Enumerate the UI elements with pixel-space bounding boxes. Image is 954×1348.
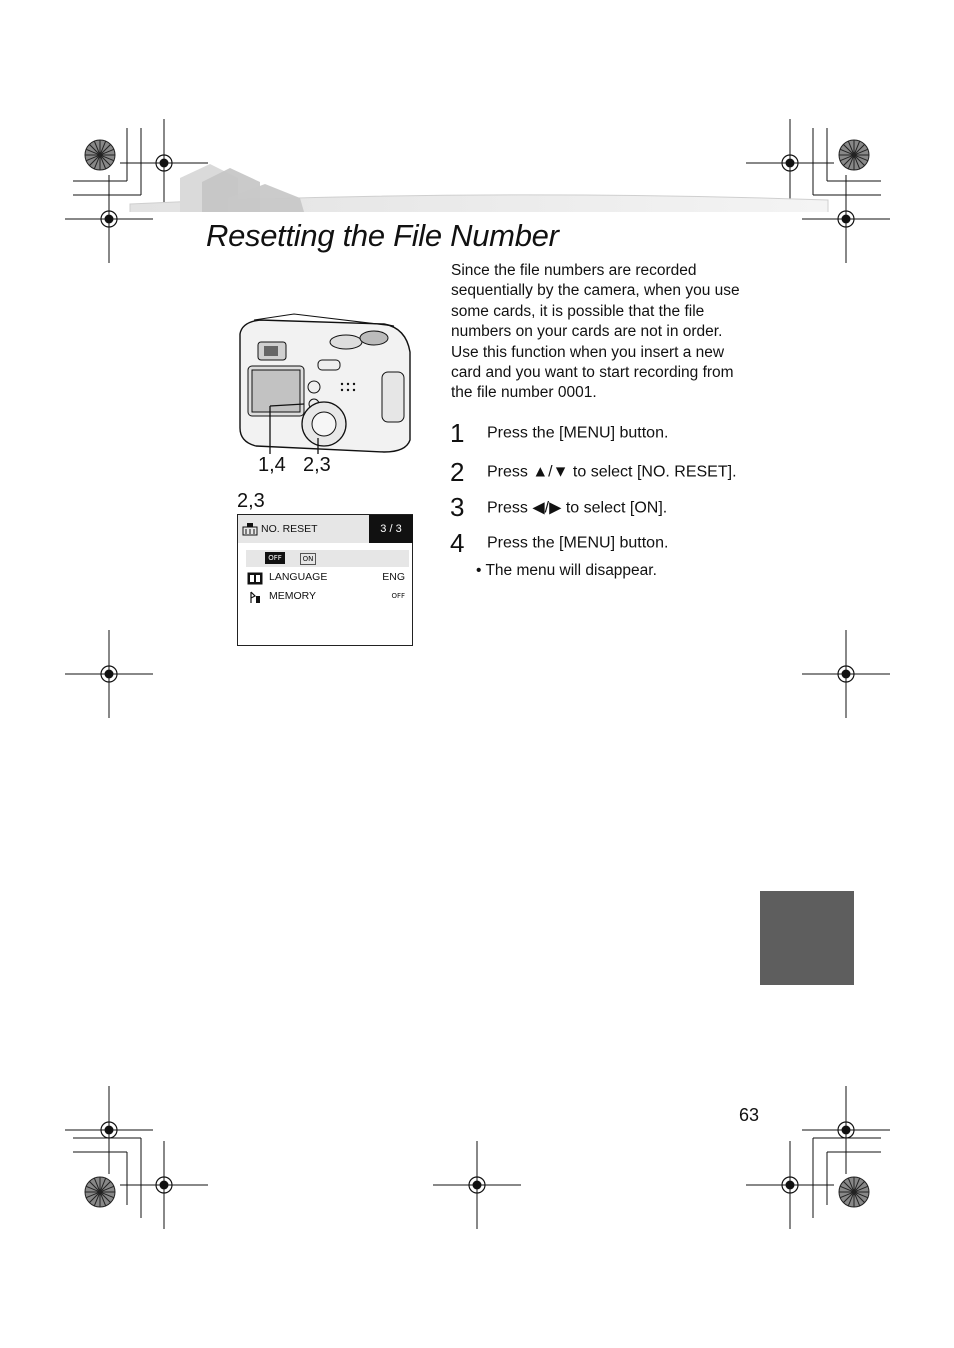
page-title: Resetting the File Number — [206, 218, 559, 253]
lcd-menu-screen — [237, 514, 413, 646]
step-text: Press ▲/▼ to select [NO. RESET]. — [487, 463, 737, 481]
step-2 — [450, 457, 737, 488]
language-icon — [247, 572, 263, 585]
step-4 — [450, 528, 668, 559]
step-number: 4 — [450, 528, 465, 558]
memory-icon — [249, 591, 261, 604]
file-number-icon — [242, 522, 258, 536]
lcd-value-language: ENG — [382, 571, 405, 583]
note-bullet: • The menu will disappear. — [476, 562, 657, 579]
step-text: Press the [MENU] button. — [487, 424, 669, 442]
title-banner — [120, 160, 832, 212]
step-number: 2 — [450, 457, 465, 487]
option-off[interactable]: OFF — [265, 552, 285, 564]
lcd-menu-title: NO. RESET — [261, 523, 318, 535]
chapter-tab — [760, 891, 854, 985]
camera-illustration — [234, 312, 414, 462]
step-3 — [450, 492, 667, 523]
step-text: Press ◀/▶ to select [ON]. — [487, 499, 668, 517]
page-number: 63 — [739, 1105, 760, 1125]
lcd-label: 2,3 — [237, 490, 265, 512]
step-1 — [450, 418, 668, 449]
lcd-page-indicator: 3 / 3 — [369, 515, 413, 543]
lcd-row-language[interactable]: LANGUAGE — [269, 571, 328, 583]
step-number: 1 — [450, 418, 465, 448]
step-number: 3 — [450, 492, 465, 522]
lcd-row-memory[interactable]: MEMORY — [269, 590, 317, 602]
step-text: Press the [MENU] button. — [487, 534, 669, 552]
option-on[interactable]: ON — [300, 553, 316, 565]
lcd-value-memory: OFF — [391, 592, 405, 600]
camera-label-dial: 2,3 — [303, 454, 331, 476]
camera-label-menu: 1,4 — [258, 454, 286, 476]
intro-paragraph: Since the file numbers are recorded sequentially by the camera, when you use some cards, it is possible that the file numbers on your cards are not in order. Use this function when you insert a new card and you want to start recording from the file number 0001. — [451, 262, 740, 402]
